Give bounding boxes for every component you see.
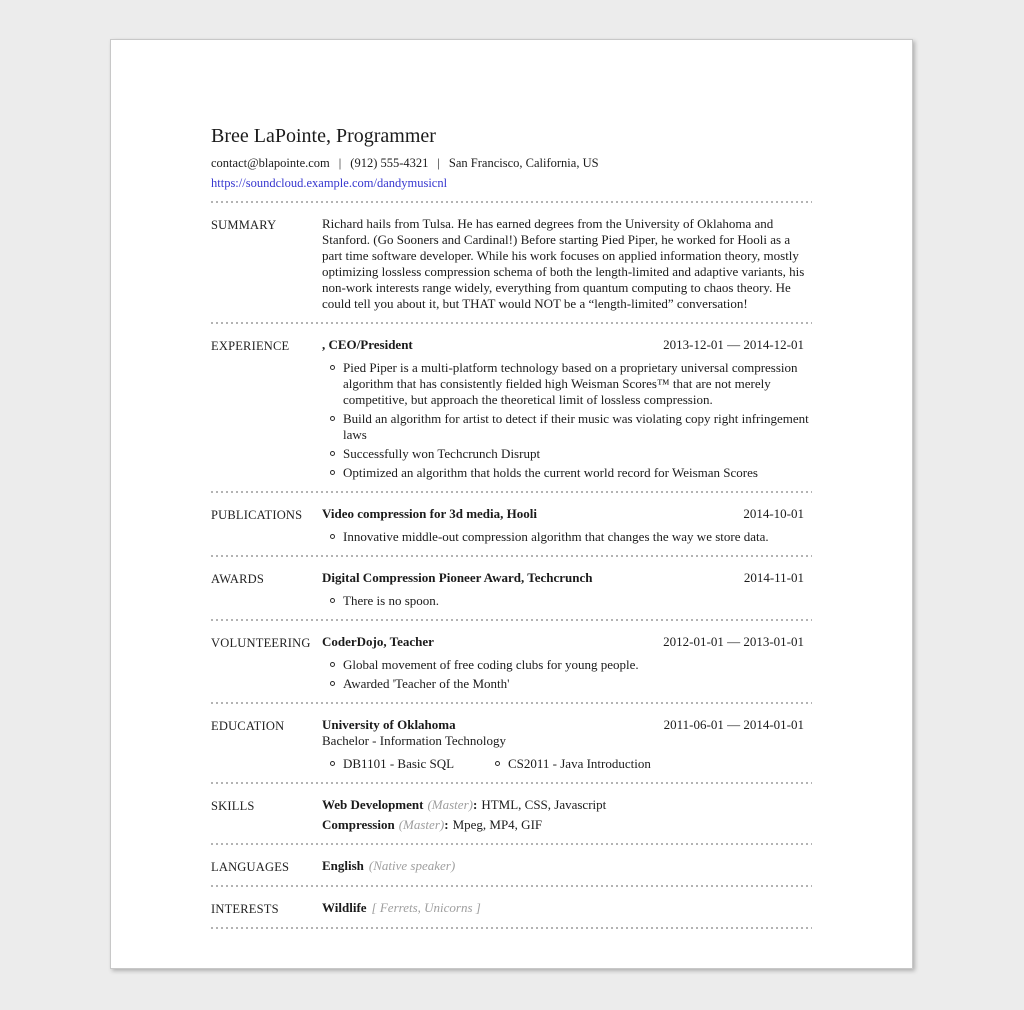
skill-line: [322, 797, 812, 813]
soundcloud-link[interactable]: https://soundcloud.example.com/dandymusicnl: [211, 176, 448, 190]
entry-date: 2014-10-01: [743, 506, 804, 521]
language-level: (Native speaker): [368, 858, 456, 873]
bullet-item: Global movement of free coding clubs for young people.: [322, 657, 812, 673]
bullet-list: [322, 593, 812, 609]
section-experience: [211, 324, 812, 491]
bullet-list: [322, 529, 812, 545]
section-volunteering: [211, 621, 812, 702]
section-label: INTERESTS: [211, 902, 279, 916]
section-body: [322, 506, 812, 545]
section-body: [322, 634, 812, 692]
entry-head: [322, 570, 812, 586]
bullet-item: Successfully won Techcrunch Disrupt: [322, 446, 812, 462]
skill-level: (Master): [398, 817, 445, 832]
section-body: [322, 337, 812, 481]
skill-colon: :: [444, 817, 449, 832]
entry-head: [322, 634, 812, 650]
interest-name: Wildlife: [322, 900, 367, 915]
section-label: AWARDS: [211, 572, 264, 586]
section-label: EXPERIENCE: [211, 339, 290, 353]
section-body: [322, 858, 812, 875]
skill-values: HTML, CSS, Javascript: [481, 797, 607, 812]
education-degree: Bachelor - Information Technology: [322, 733, 507, 748]
bullet-list: [322, 657, 812, 692]
section-publications: [211, 493, 812, 555]
skill-name: Web Development: [322, 797, 424, 812]
language-name: English: [322, 858, 364, 873]
entry-date: 2012-01-01 — 2013-01-01: [663, 634, 804, 649]
skill-values: Mpeg, MP4, GIF: [452, 817, 543, 832]
bullet-item: Pied Piper is a multi-platform technology based on a proprietary universal compression algorithm that has consistently fielded high Weisman Scores™ that are not merely competitive, but approach the theoretical limit of lossless compression.: [322, 360, 812, 408]
resume-header: [211, 40, 812, 191]
entry-head: [322, 506, 812, 522]
bullet-item: There is no spoon.: [322, 593, 812, 609]
bullet-item: Innovative middle-out compression algorithm that changes the way we store data.: [322, 529, 812, 545]
section-body: [322, 900, 812, 917]
bullet-list: [322, 360, 812, 481]
resume-name: Bree LaPointe, Programmer: [211, 125, 436, 147]
section-education: [211, 704, 812, 782]
section-body: [322, 570, 812, 609]
section-summary: [211, 203, 812, 322]
section-interests: [211, 887, 812, 927]
section-body: [322, 216, 812, 312]
bullet-item: Awarded 'Teacher of the Month': [322, 676, 812, 692]
interest-detail: [ Ferrets, Unicorns ]: [371, 900, 481, 915]
section-languages: [211, 845, 812, 885]
section-label: EDUCATION: [211, 719, 285, 733]
contact-phone: (912) 555-4321: [350, 156, 429, 170]
entry-title: CoderDojo, Teacher: [322, 634, 434, 649]
skill-line: [322, 817, 812, 833]
contact-location: San Francisco, California, US: [448, 156, 599, 170]
entry-head: [322, 717, 812, 733]
section-skills: [211, 784, 812, 843]
resume-page: [110, 39, 913, 969]
entry-date: 2011-06-01 — 2014-01-01: [663, 717, 804, 732]
section-label: PUBLICATIONS: [211, 508, 303, 522]
contact-line: [211, 155, 812, 171]
section-body: [322, 797, 812, 833]
section-awards: [211, 557, 812, 619]
entry-date: 2013-12-01 — 2014-12-01: [663, 337, 804, 352]
skill-colon: :: [472, 797, 478, 812]
section-label: VOLUNTEERING: [211, 636, 311, 650]
skill-level: (Master): [427, 797, 473, 812]
section-body: [322, 717, 812, 772]
pipe-divider: |: [437, 156, 440, 170]
entry-date: 2014-11-01: [743, 570, 804, 585]
entry-head: [322, 337, 812, 353]
course-item: CS2011 - Java Introduction: [487, 756, 651, 772]
bullet-item: Build an algorithm for artist to detect if their music was violating copy right infringement laws: [322, 411, 812, 443]
summary-text: Richard hails from Tulsa. He has earned degrees from the University of Oklahoma and Stanford. (Go Sooners and Cardinal!) Before starting Pied Piper, he worked for Hooli as a part time software developer. While his work focuses on applied information theory, mostly optimizing lossless compression schema of both the length-limited and adaptive variants, his non-work interests range widely, everything from quantum computing to chaos theory. He could tell you about it, but THAT would NOT be a “length-limited” conversation!: [322, 216, 805, 311]
bullet-item: Optimized an algorithm that holds the current world record for Weisman Scores: [322, 465, 812, 481]
course-item: DB1101 - Basic SQL: [322, 756, 487, 772]
entry-title: Video compression for 3d media, Hooli: [322, 506, 537, 521]
skill-name: Compression: [322, 817, 395, 832]
contact-email: contact@blapointe.com: [211, 156, 330, 170]
section-label: SKILLS: [211, 799, 255, 813]
entry-title: , CEO/President: [322, 337, 413, 352]
section-label: SUMMARY: [211, 218, 277, 232]
pipe-divider: |: [338, 156, 342, 170]
entry-title: Digital Compression Pioneer Award, Techcrunch: [322, 570, 593, 585]
link-line: [211, 175, 812, 191]
entry-title: University of Oklahoma: [322, 717, 456, 732]
section-label: LANGUAGES: [211, 860, 290, 874]
section-divider: [211, 927, 812, 929]
course-list: [322, 756, 812, 772]
